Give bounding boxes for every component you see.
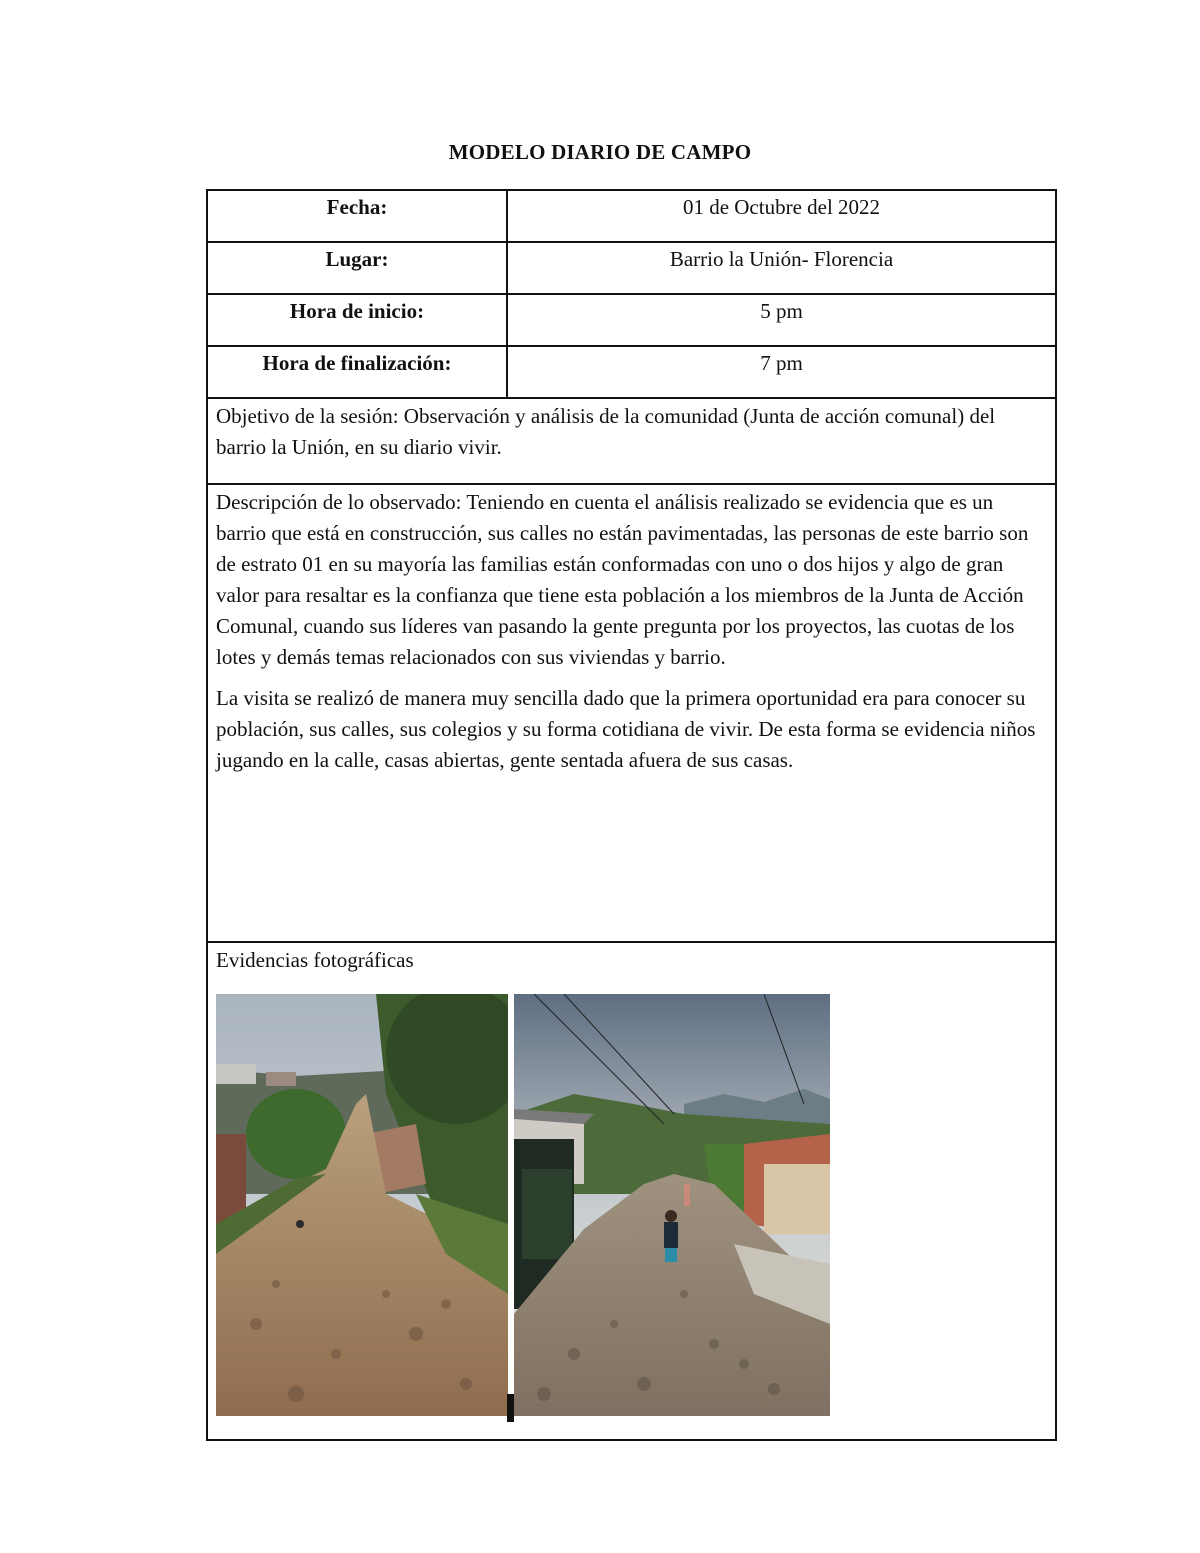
place-label: Lugar: [207, 242, 507, 294]
table-row-end-time [207, 346, 1056, 398]
table-row-objective [207, 398, 1056, 484]
table-row-description [207, 484, 1056, 942]
table-row-evidence [207, 942, 1056, 1440]
end-time-label: Hora de finalización: [207, 346, 507, 398]
description-paragraph-1: Descripción de lo observado: Teniendo en cuenta el análisis realizado se evidencia que es un barrio que está en construcción, sus calles no están pavimentadas, las personas de este barrio son de estrato 01 en su mayoría las familias están conformadas con uno o dos hijos y algo de gran valor para resaltar es la confianza que tiene esta población a los miembros de la Junta de Acción Comunal, cuando sus líderes van pasando la gente pregunta por los proyectos, las cuotas de los lotes y demás temas relacionados con sus viviendas y barrio. [216, 490, 1029, 669]
photo-evidence-section [207, 942, 1056, 1440]
observation-description [207, 484, 1056, 942]
evidence-photo-street-children [514, 994, 830, 1416]
date-label: Fecha: [207, 190, 507, 242]
field-diary-table [206, 189, 1057, 1441]
session-objective: Objetivo de la sesión: Observación y análisis de la comunidad (Junta de acción comunal) del barrio la Unión, en su diario vivir. [207, 398, 1056, 484]
place-value: Barrio la Unión- Florencia [507, 242, 1056, 294]
end-time-value: 7 pm [507, 346, 1056, 398]
start-time-value: 5 pm [507, 294, 1056, 346]
table-row-start-time [207, 294, 1056, 346]
table-row-date [207, 190, 1056, 242]
photo-anchor-marker [507, 1394, 514, 1422]
evidence-heading: Evidencias fotográficas [216, 948, 414, 972]
description-paragraph-2: La visita se realizó de manera muy sencilla dado que la primera oportunidad era para conocer su población, sus calles, sus colegios y su forma cotidiana de vivir. De esta forma se evidencia niños jugando en la calle, casas abiertas, gente sentada afuera de sus casas. [216, 686, 1036, 772]
start-time-label: Hora de inicio: [207, 294, 507, 346]
table-row-place [207, 242, 1056, 294]
evidence-photo-dirt-road [216, 994, 508, 1416]
page-title: MODELO DIARIO DE CAMPO [448, 140, 752, 164]
date-value: 01 de Octubre del 2022 [507, 190, 1056, 242]
